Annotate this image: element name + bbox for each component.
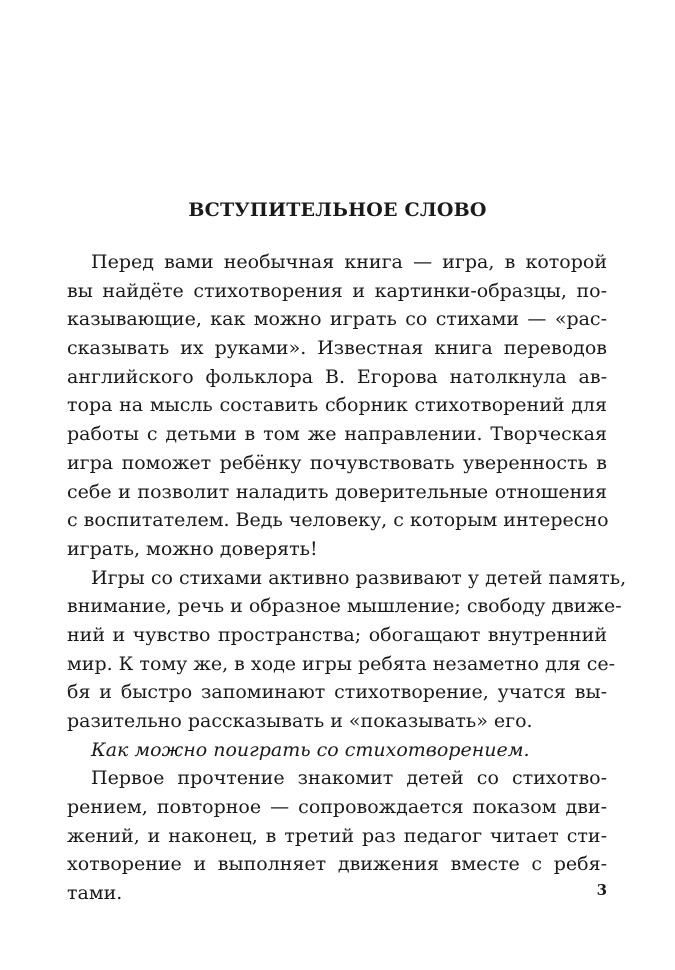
text-line: бя и быстро запоминают стихотворение, учатся вы- — [67, 681, 607, 704]
text-line: вы найдёте стихотворения и картинки-образцы, по- — [67, 279, 607, 302]
text-line: жений, и наконец, в третий раз педагог читает сти- — [67, 824, 607, 847]
text-line: тора на мысль составить сборник стихотворений для — [67, 394, 607, 417]
text-line: Игры со стихами активно развивают у детей память, — [91, 566, 627, 589]
text-line: тами. — [67, 882, 123, 905]
paragraph — [67, 764, 607, 907]
text-line: внимание, речь и образное мышление; свободу движе- — [67, 595, 622, 618]
text-line: играть, можно доверять! — [67, 537, 318, 560]
text-line: сказывать их руками». Известная книга переводов — [67, 337, 607, 360]
body-text — [67, 248, 627, 908]
page-title: ВСТУПИТЕЛЬНОЕ СЛОВО — [188, 199, 487, 221]
text-line: с воспитателем. Ведь человеку, с которым интересно — [67, 509, 609, 532]
text-line: ний и чувство пространства; обогащают внутренний — [67, 623, 607, 646]
paragraph — [67, 564, 627, 736]
text-line: игра поможет ребёнку почувствовать уверенность в — [67, 451, 607, 474]
text-line: мир. К тому же, в ходе игры ребята незаметно для се- — [67, 652, 616, 675]
text-line: работы с детьми в том же направлении. Творческая — [67, 423, 607, 446]
text-line: Как можно поиграть со стихотворением. — [91, 738, 530, 761]
text-line: себе и позволит наладить доверительные отношения — [67, 480, 607, 503]
text-line: разительно рассказывать и «показывать» его. — [67, 710, 533, 732]
page-number: 3 — [596, 881, 607, 899]
paragraph — [67, 248, 607, 564]
text-line: Первое прочтение знакомит детей со стихотво- — [91, 767, 607, 790]
text-line: казывающие, как можно играть со стихами — «рас- — [67, 308, 607, 331]
text-line: английского фольклора В. Егорова натолкнула ав- — [67, 365, 607, 388]
text-line: рением, повторное — сопровождается показом дви- — [67, 796, 607, 819]
text-line: хотворение и выполняет движения вместе с ребя- — [67, 853, 607, 876]
paragraph — [67, 736, 607, 765]
text-line: Перед вами необычная книга — игра, в которой — [91, 251, 607, 273]
